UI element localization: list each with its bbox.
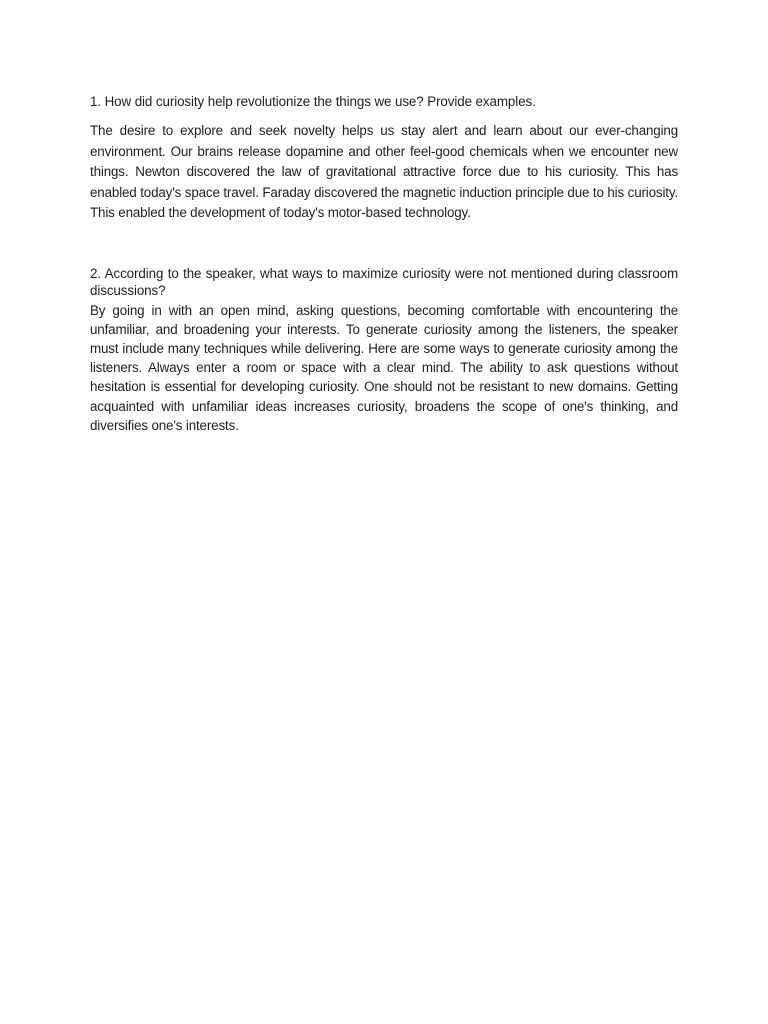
question-1: 1. How did curiosity help revolutionize the things we use? Provide examples. <box>90 94 536 109</box>
document-content <box>90 92 678 435</box>
answer-2: By going in with an open mind, asking questions, becoming comfortable with encountering the unfamiliar, and broadening your interests. To generate curiosity among the listeners, the speaker must include many techniques while delivering. Here are some ways to generate curiosity among the listeners. Always enter a room or space with a clear mind. The ability to ask questions without hesitation is essential for developing curiosity. One should not be resistant to new domains. Getting acquainted with unfamiliar ideas increases curiosity, broadens the scope of one's thinking, and diversifies one's interests. <box>90 302 678 433</box>
answer-1: The desire to explore and seek novelty helps us stay alert and learn about our ever-changing environment. Our brains release dopamine and other feel-good chemicals when we encounter new things. Newton discovered the law of gravitational attractive force due to his curiosity. This has enabled today's space travel. Faraday discovered the magnetic induction principle due to his curiosity. This enabled the development of today's motor-based technology. <box>90 123 678 220</box>
question-2: 2. According to the speaker, what ways to maximize curiosity were not mentioned during classroom discussions? <box>90 265 678 298</box>
section-spacer <box>90 224 678 265</box>
